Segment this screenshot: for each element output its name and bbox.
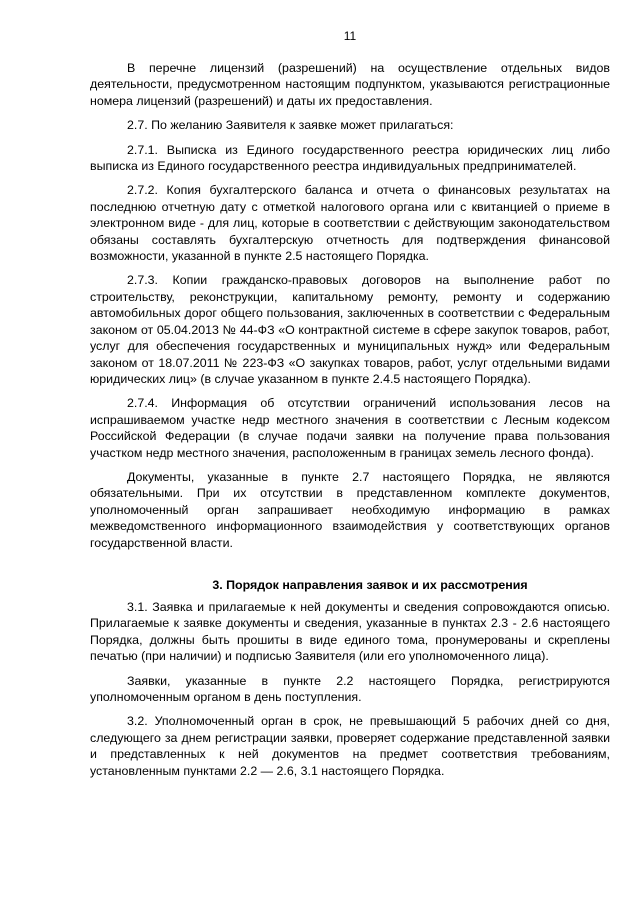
paragraph-2-7-4: 2.7.4. Информация об отсутствии ограничений использования лесов на испрашиваемом участке недр местного значения в соответствии с Лесным кодексом Российской Федерации (в случае подачи заявки на получение права пользования участком недр местного значения, расположенным в границах земель лесного фонда). <box>90 396 610 460</box>
section-heading: 3. Порядок направления заявок и их рассмотрения <box>212 577 528 592</box>
document-page <box>90 28 610 787</box>
paragraph-registration: Заявки, указанные в пункте 2.2 настоящего Порядка, регистрируются уполномоченным органом в день поступления. <box>90 673 610 704</box>
paragraph-2-7-1: 2.7.1. Выписка из Единого государственного реестра юридических лиц либо выписка из Единого государственного реестра индивидуальных предпринимателей. <box>90 142 610 174</box>
paragraph-2-7: 2.7. По желанию Заявителя к заявке может прилагаться: <box>127 118 454 133</box>
paragraph-3-2: 3.2. Уполномоченный орган в срок, не превышающий 5 рабочих дней со дня, следующего за днем регистрации заявки, проверяет содержание представленной заявки и представленных к ней документов на предмет соответствия требованиям, установленным пунктами 2.2 — 2.6, 3.1 настоящего Порядка. <box>90 714 610 778</box>
paragraph-2-7-2: 2.7.2. Копия бухгалтерского баланса и отчета о финансовых результатах на последнюю отчетную дату с отметкой налогового органа или с квитанцией о приеме в электронном виде - для лиц, которые в соответствии с действующим законодательством обязаны составлять бухгалтерскую отчетность для подтверждения финансовой возможности, указанной в пункте 2.5 настоящего Порядка. <box>90 183 610 264</box>
paragraph-license-list: В перечне лицензий (разрешений) на осуществление отдельных видов деятельности, предусмотренном настоящим подпунктом, указываются регистрационные номера лицензий (разрешений) и даты их предоставления. <box>90 61 610 108</box>
page-number: 11 <box>343 29 357 43</box>
paragraph-documents-optional: Документы, указанные в пункте 2.7 настоящего Порядка, не являются обязательными. При их отсутствии в представленном комплекте документов, уполномоченный орган запрашивает необходимую информацию в рамках межведомственного информационного взаимодействия у соответствующих органов государственной власти. <box>90 469 610 550</box>
paragraph-3-1: 3.1. Заявка и прилагаемые к ней документы и сведения сопровождаются описью. Прилагаемые к заявке документы и сведения, указанные в пунктах 2.3 - 2.6 настоящего Порядка, должны быть прошиты в виде единого тома, пронумерованы и скреплены печатью (при наличии) и подписью Заявителя (или его уполномоченного лица). <box>90 599 610 664</box>
paragraph-2-7-3: 2.7.3. Копии гражданско-правовых договоров на выполнение работ по строительству, реконструкции, капитальному ремонту, ремонту и содержанию автомобильных дорог общего пользования, заключенных в соответствии с Федеральным законом от 05.04.2013 № 44-ФЗ «О контрактной системе в сфере закупок товаров, работ, услуг для обеспечения государственных и муниципальных нужд» или Федеральным законом от 18.07.2011 № 223-ФЗ «О закупках товаров, работ, услуг отдельными видами юридических лиц» (в случае указанном в пункте 2.4.5 настоящего Порядка). <box>90 273 610 386</box>
